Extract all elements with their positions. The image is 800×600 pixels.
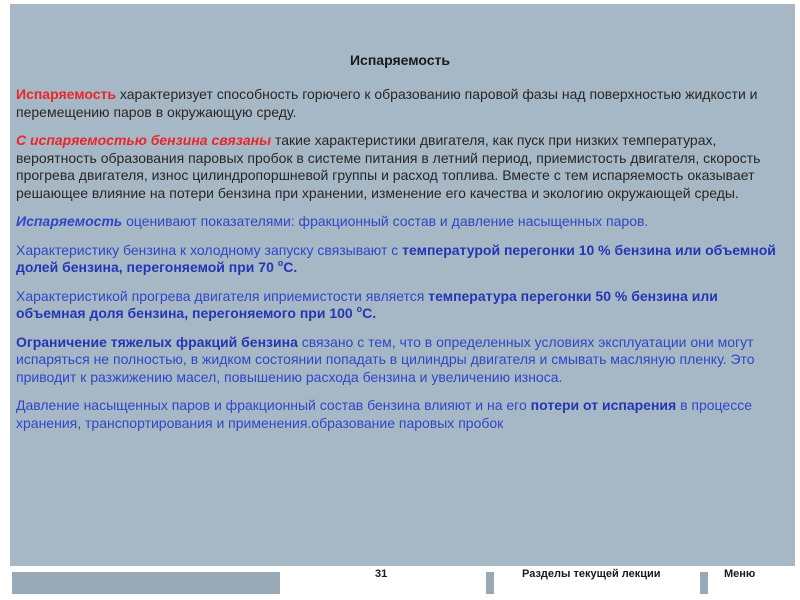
heavy-fractions-highlight: Ограничение тяжелых фракций бензина xyxy=(16,333,298,350)
paragraph-heavy-fractions-text: связано с тем, что в определенных условиях эксплуатации они могут испаряться не полностью, в жидком состоянии попадать в цилиндры двигателя и смывать масляную пленку. Это приводит к разжижению масел, повышению расхода бензина и увеличению износа. xyxy=(16,333,755,385)
paragraph-engine-characteristics xyxy=(16,132,784,202)
paragraph-heavy-fractions xyxy=(16,334,784,387)
lecture-sections-link[interactable]: Разделы текущей лекции xyxy=(522,568,661,580)
slide-body xyxy=(16,86,784,443)
paragraph-indicators-text: оценивают показателями: фракционный состав и давление насыщенных паров. xyxy=(122,213,649,229)
paragraph-definition-text: характеризует способность горючего к образованию паровой фазы над поверхностью жидкости и перемещению паров в окружающую среду. xyxy=(16,86,758,120)
paragraph-warmup-text: Характеристикой прогрева двигателя иприемистости является xyxy=(16,287,429,304)
term-evaporability: Испаряемость xyxy=(16,86,117,102)
paragraph-warmup xyxy=(16,288,784,323)
evaporation-losses-highlight: потери от испарения xyxy=(530,397,677,413)
footer-decor-mid xyxy=(486,572,494,594)
paragraph-indicators xyxy=(16,213,784,231)
paragraph-cold-start-text: Характеристику бензина к холодному запуску связывают с xyxy=(16,241,403,258)
menu-link[interactable]: Меню xyxy=(724,568,756,580)
degree-sup: о xyxy=(277,258,284,268)
term-evaporability-2: Испаряемость xyxy=(16,213,123,229)
paragraph-definition xyxy=(16,86,784,121)
footer-decor-left xyxy=(12,572,280,594)
paragraph-cold-start xyxy=(16,242,784,277)
footer-bar xyxy=(0,566,800,600)
warmup-highlight: температура перегонки 50 % бензина или объемная доля бензина, перегоняемого при 100 xyxy=(16,287,718,321)
warmup-end: С. xyxy=(362,305,377,321)
degree-sup-2: о xyxy=(356,304,363,314)
paragraph-vapor-pressure xyxy=(16,397,784,432)
cold-start-highlight: температурой перегонки 10 % бензина или объемной долей бензина, перегоняемой при 70 xyxy=(16,241,776,275)
paragraph-vapor-pressure-text: Давление насыщенных паров и фракционный состав бензина влияют и на его xyxy=(16,397,531,413)
footer-decor-right xyxy=(700,572,708,594)
lead-related-characteristics: С испаряемостью бензина связаны xyxy=(16,132,272,148)
paragraph-engine-characteristics-text: такие характеристики двигателя, как пуск при низких температурах, вероятность образования паровых пробок в системе питания в летний период, приемистость двигателя, скорость прогрева двигателя, износ цилиндропоршневой группы и расход топлива. Вместе с тем испаряемость оказывает решающее влияние на потери бензина при хранении, изменение его качества и экологию окружающей среды. xyxy=(16,132,761,201)
page-number: 31 xyxy=(375,568,388,580)
paragraph-vapor-pressure-end: в процессе хранения, транспортирования и применения.образование паровых пробок xyxy=(16,397,752,431)
slide-title: Испаряемость xyxy=(349,52,451,68)
cold-start-end: С. xyxy=(283,259,298,275)
